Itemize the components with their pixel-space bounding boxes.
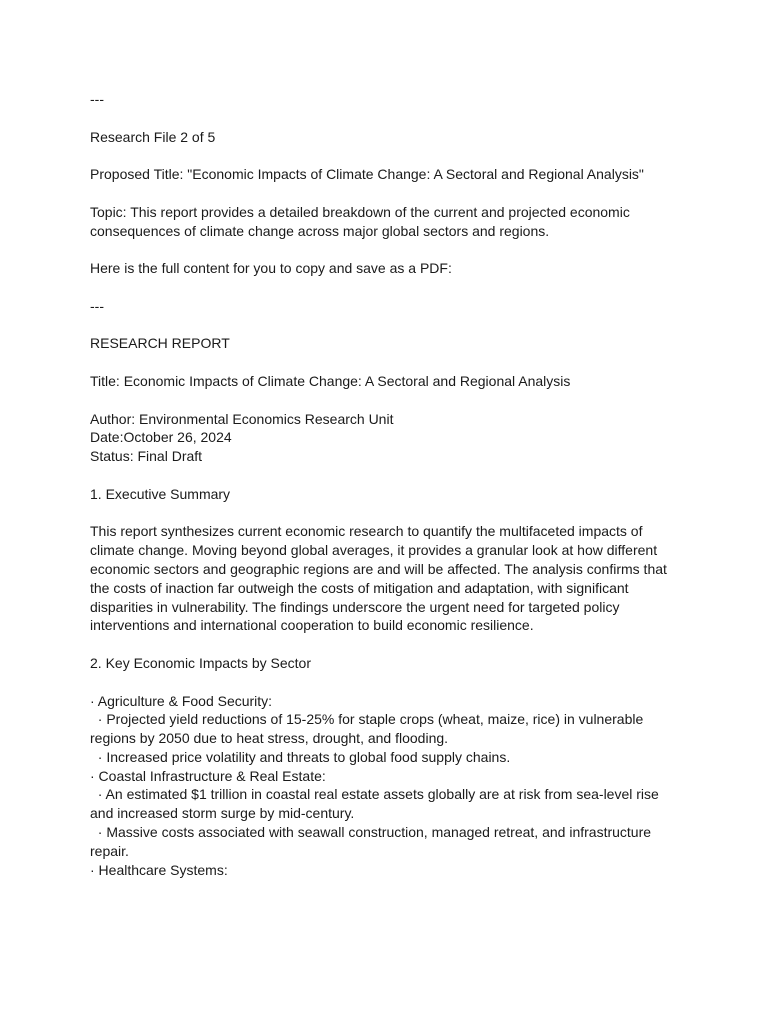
paragraph-line: climate change. Moving beyond global averages, it provides a granular look at how different: [90, 542, 658, 559]
sub-bullet-continuation: regions by 2050 due to heat stress, drought, and flooding.: [90, 730, 449, 747]
bullet-label: · Agriculture & Food Security:: [90, 692, 273, 709]
report-heading: RESEARCH REPORT: [90, 335, 230, 352]
blank-line: [90, 146, 670, 165]
file-counter: Research File 2 of 5: [90, 128, 216, 145]
sub-bullet: · An estimated $1 trillion in coastal real estate assets globally are at risk from sea-level rise: [90, 786, 659, 803]
sub-bullet: · Projected yield reductions of 15-25% for staple crops (wheat, maize, rice) in vulnerable: [90, 711, 644, 728]
sub-bullet: · Increased price volatility and threats to global food supply chains.: [90, 748, 511, 765]
bullet-label: · Healthcare Systems:: [90, 861, 228, 878]
report-author: Author: Environmental Economics Research Unit: [90, 410, 394, 427]
paragraph-line: economic sectors and geographic regions are and will be affected. The analysis confirms that: [90, 560, 667, 577]
sub-bullet-continuation: repair.: [90, 842, 129, 859]
section-heading-executive-summary: 1. Executive Summary: [90, 485, 231, 502]
report-title: Title: Economic Impacts of Climate Change: A Sectoral and Regional Analysis: [90, 372, 571, 389]
sector-healthcare: [90, 861, 670, 880]
separator-top: ---: [90, 91, 104, 107]
blank-line: [90, 391, 670, 410]
blank-line: [90, 673, 670, 692]
blank-line: [90, 635, 670, 654]
paragraph-line: This report synthesizes current economic research to quantify the multifaceted impacts of: [90, 523, 643, 540]
document-page: [90, 90, 670, 879]
bullet-label: · Coastal Infrastructure & Real Estate:: [90, 767, 326, 784]
blank-line: [90, 109, 670, 128]
paragraph-line: disparities in vulnerability. The findings underscore the urgent need for targeted policy: [90, 598, 620, 615]
report-date: Date:October 26, 2024: [90, 429, 232, 446]
separator-bottom: ---: [90, 297, 104, 314]
blank-line: [90, 504, 670, 523]
proposed-title: Proposed Title: "Economic Impacts of Climate Change: A Sectoral and Regional Analysis": [90, 166, 644, 183]
topic-line: consequences of climate change across major global sectors and regions.: [90, 222, 550, 239]
blank-line: [90, 184, 670, 203]
instruction-text: Here is the full content for you to copy and save as a PDF:: [90, 260, 452, 277]
blank-line: [90, 316, 670, 335]
sub-bullet-continuation: and increased storm surge by mid-century.: [90, 805, 355, 822]
sector-agriculture: [90, 692, 670, 767]
sector-coastal: [90, 767, 670, 861]
section-heading-sector-impacts: 2. Key Economic Impacts by Sector: [90, 654, 311, 671]
blank-line: [90, 466, 670, 485]
sub-bullet: · Massive costs associated with seawall construction, managed retreat, and infrastructure: [90, 824, 652, 841]
paragraph-line: interventions and international cooperation to build economic resilience.: [90, 617, 534, 634]
executive-summary-paragraph: [90, 522, 670, 635]
paragraph-line: the costs of inaction far outweigh the costs of mitigation and adaptation, with significant: [90, 579, 629, 596]
blank-line: [90, 278, 670, 297]
blank-line: [90, 240, 670, 259]
topic-line: Topic: This report provides a detailed breakdown of the current and projected economic: [90, 203, 630, 220]
blank-line: [90, 353, 670, 372]
report-status: Status: Final Draft: [90, 448, 203, 465]
